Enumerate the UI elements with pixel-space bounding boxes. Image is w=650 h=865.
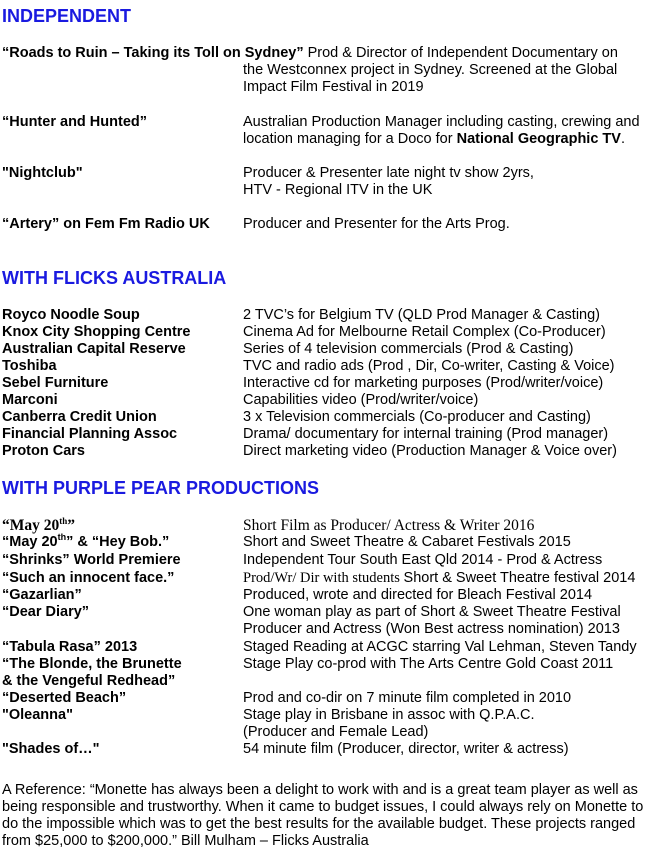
credit-description: Independent Tour South East Qld 2014 - Prod & Actress — [243, 552, 603, 568]
credit-title: Canberra Credit Union — [2, 409, 157, 425]
credit-description: Capabilities video (Prod/writer/voice) — [243, 392, 479, 408]
credit-title: Proton Cars — [2, 443, 85, 459]
section-heading-independent: INDEPENDENT — [2, 6, 132, 26]
credit-description: Impact Film Festival in 2019 — [243, 79, 424, 95]
credit-title: “Gazarlian” — [2, 587, 82, 603]
credit-description: TVC and radio ads (Prod , Dir, Co-writer, Casting & Voice) — [243, 358, 615, 374]
credit-title: “Tabula Rasa” 2013 — [2, 639, 138, 655]
credit-title: “Roads to Ruin – Taking its Toll on Sydney” — [2, 45, 304, 61]
credit-description: Produced, wrote and directed for Bleach Festival 2014 — [243, 587, 593, 603]
credit-title: “May 20th” — [2, 516, 76, 534]
credit-title: “Such an innocent face.” — [2, 570, 175, 586]
credit-description: One woman play as part of Short & Sweet Theatre Festival — [243, 604, 621, 620]
credit-description: HTV - Regional ITV in the UK — [243, 182, 433, 198]
credit-description: Short Film as Producer/ Actress & Writer 2016 — [243, 517, 535, 534]
credit-description: (Producer and Female Lead) — [243, 724, 429, 740]
credit-title: “Shrinks” World Premiere — [2, 552, 181, 568]
credit-title: “The Blonde, the Brunette — [2, 656, 182, 672]
credit-description: 2 TVC’s for Belgium TV (QLD Prod Manager & Casting) — [243, 307, 601, 323]
credit-description: Stage Play co-prod with The Arts Centre Gold Coast 2011 — [243, 656, 614, 672]
credit-title: Sebel Furniture — [2, 375, 109, 391]
credit-description: 54 minute film (Producer, director, writer & actress) — [243, 741, 569, 757]
credit-description: Prod/Wr/ Dir with students Short & Sweet Theatre festival 2014 — [243, 570, 636, 586]
credit-title: Financial Planning Assoc — [2, 426, 178, 442]
credit-description: Prod & Director of Independent Documentary on — [307, 45, 618, 61]
credit-description: Direct marketing video (Production Manager & Voice over) — [243, 443, 617, 459]
credit-title: & the Vengeful Redhead” — [2, 673, 176, 689]
section-heading-purple-pear: WITH PURPLE PEAR PRODUCTIONS — [2, 478, 320, 498]
credit-title: Australian Capital Reserve — [2, 341, 186, 357]
credit-description: Australian Production Manager including casting, crewing and — [243, 114, 640, 130]
credit-title: “Deserted Beach” — [2, 690, 127, 706]
credit-description: Producer and Presenter for the Arts Prog. — [243, 216, 510, 232]
credit-title: Toshiba — [2, 358, 57, 374]
credit-description: Staged Reading at ACGC starring Val Lehman, Steven Tandy — [243, 639, 637, 655]
credit-description: Producer & Presenter late night tv show 2yrs, — [243, 165, 534, 181]
credit-title: "Oleanna" — [2, 707, 73, 723]
credit-title: “Dear Diary” — [2, 604, 90, 620]
credit-description: Short and Sweet Theatre & Cabaret Festivals 2015 — [243, 534, 571, 550]
credit-title: "Nightclub" — [2, 165, 83, 181]
credit-description: the Westconnex project in Sydney. Screened at the Global — [243, 62, 618, 78]
credit-title: “May 20th” & “Hey Bob.” — [2, 532, 170, 550]
credit-description: Stage play in Brisbane in assoc with Q.P.A.C. — [243, 707, 535, 723]
credit-description: location managing for a Doco for National Geographic TV. — [243, 131, 625, 147]
client-name: National Geographic TV — [456, 131, 621, 147]
credit-title: “Hunter and Hunted” — [2, 114, 147, 130]
credit-title: Marconi — [2, 392, 58, 408]
credit-title: "Shades of…" — [2, 741, 100, 757]
credit-description: Cinema Ad for Melbourne Retail Complex (Co-Producer) — [243, 324, 606, 340]
credit-description: Producer and Actress (Won Best actress nomination) 2013 — [243, 621, 620, 637]
section-heading-flicks: WITH FLICKS AUSTRALIA — [2, 268, 227, 288]
credit-description: Drama/ documentary for internal training (Prod manager) — [243, 426, 609, 442]
credit-description: Series of 4 television commercials (Prod & Casting) — [243, 341, 574, 357]
credit-title: Royco Noodle Soup — [2, 307, 140, 323]
credit-entry — [2, 45, 618, 61]
credit-description: Interactive cd for marketing purposes (Prod/writer/voice) — [243, 375, 604, 391]
credit-title: “Artery” on Fem Fm Radio UK — [2, 216, 210, 232]
credit-description: 3 x Television commercials (Co-producer and Casting) — [243, 409, 591, 425]
reference-paragraph: A Reference: “Monette has always been a delight to work with and is a great team player as well as being responsible and trustworthy. When it came to budget issues, I could always rely on Monette to do the impossible which was to get the best results for the available budget. These projects ranged from $25,000 to $200,000.” Bill Mulham – Flicks Australia — [2, 782, 644, 849]
credit-title: Knox City Shopping Centre — [2, 324, 191, 340]
credit-description: Prod and co-dir on 7 minute film completed in 2010 — [243, 690, 572, 706]
